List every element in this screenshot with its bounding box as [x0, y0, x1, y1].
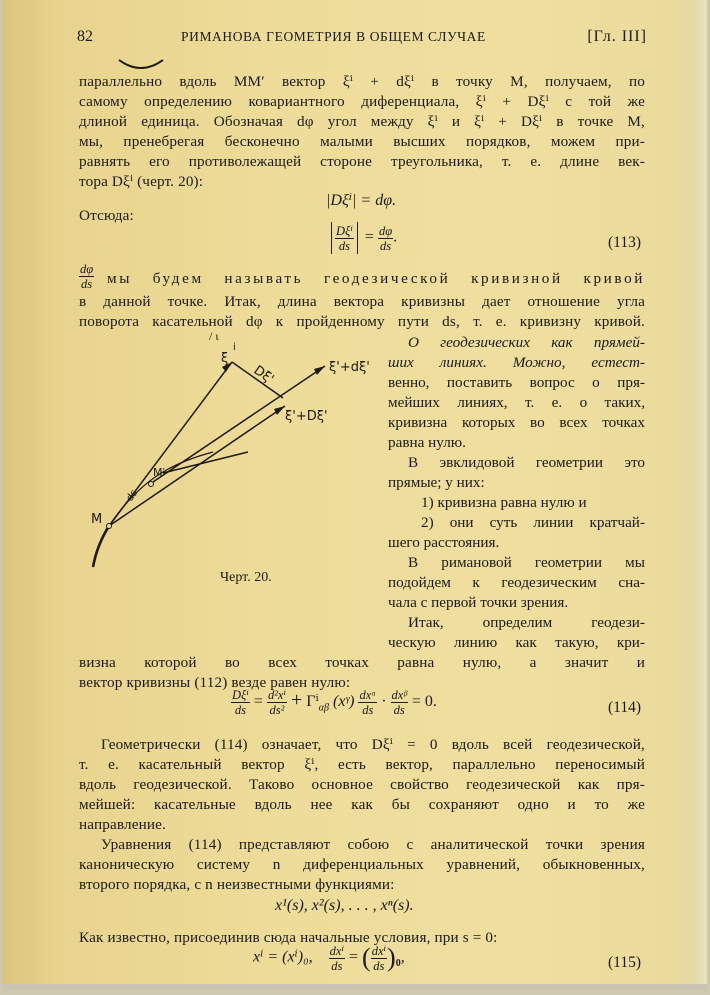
- label-D-xi: Dξ': [250, 362, 277, 388]
- text-line: длиной единица. Обозначая dφ угол между ξⁱ и ξⁱ + Dξⁱ в точке M,: [79, 113, 645, 130]
- list-item: 2) они суть линии кратчай-: [421, 514, 645, 531]
- text-line: мы, пренебрегая бесконечно малыми высших порядков, можем при-: [79, 133, 645, 150]
- arc-accent-icon: [117, 58, 165, 72]
- text-line: мейшей: касательные вдоль нее как бы сохраняют одно и то же: [79, 796, 645, 813]
- text-line: т. е. касательный вектор ξⁱ, есть вектор, параллельно переносимый: [79, 756, 645, 773]
- equation-115: xⁱ = (xⁱ)₀, $\frac{\text{dxⁱ}}{ds}$ = ( $\frac{\text{dxⁱ}}{ds}$ )$_0$,: [253, 943, 405, 973]
- text-line: ших линиях. Можно, естест-: [388, 354, 645, 371]
- text-line: каноническую систему n диференциальных уравнений, обыкновенных,: [79, 856, 645, 873]
- text-line: чала с первой точки зрения.: [388, 594, 569, 611]
- equation-number: (114): [608, 699, 641, 716]
- book-page: [3, 0, 707, 990]
- svg-text:/ ι: / ι: [209, 329, 219, 343]
- equation-functions: x¹(s), x²(s), . . . , xⁿ(s).: [275, 897, 414, 914]
- svg-text:i: i: [233, 342, 236, 353]
- section-heading-italic: О геодезических как прямей-: [408, 334, 645, 351]
- text-line: равнять его противолежащей стороне треугольника, т. е. длине век-: [79, 153, 645, 170]
- label-M: M: [91, 512, 103, 527]
- abs-bar: [331, 222, 332, 254]
- text-line: Геометрически (114) означает, что Dξⁱ = 0 вдоль всей геодезической,: [101, 736, 645, 753]
- label-xi-plus-Dxi: ξ'+Dξ': [285, 409, 328, 424]
- text-line: поворота касательной dφ к пройденному пути ds, т. е. кривизну кривой.: [79, 313, 645, 330]
- text-line: венно, поставить вопрос о пря-: [388, 374, 645, 391]
- text-line: Как известно, присоединив сюда начальные условия, при s = 0:: [79, 929, 498, 946]
- scan-bottom-edge: [3, 984, 707, 990]
- text-line: вдоль геодезической. Таково основное свойство геодезической как пря-: [79, 776, 645, 793]
- text-line: равна нулю.: [388, 434, 466, 451]
- text-line: Итак, определим геодези-: [408, 614, 645, 631]
- equation-abs: |Dξⁱ| = dφ.: [326, 192, 397, 209]
- label-xi: ξ: [221, 351, 229, 366]
- text-line: мы будем называть геодезической кривизной кривой: [107, 270, 645, 287]
- text-line: В римановой геометрии мы: [408, 554, 645, 571]
- label-ds: ds: [124, 487, 141, 504]
- label-M-prime: M′: [153, 466, 165, 479]
- text-line: мейших линиях, т. е. о таких,: [388, 394, 645, 411]
- text-line: визна которой во всех точках равна нулю, а значит и: [79, 654, 645, 671]
- page-number: 82: [77, 28, 93, 45]
- text-line: вектор кривизны (112) везде равен нулю:: [79, 674, 351, 691]
- page-edge-shadow: [693, 0, 707, 990]
- equation-number: (113): [608, 234, 641, 251]
- running-title: РИМАНОВА ГЕОМЕТРИЯ В ОБЩЕМ СЛУЧАЕ: [181, 29, 486, 44]
- text-line: тора Dξⁱ (черт. 20):: [79, 173, 204, 190]
- label-xi-plus-dxi: ξ'+dξ': [329, 360, 370, 375]
- chapter-label: [Гл. III]: [587, 28, 647, 45]
- figure-20-diagram: [63, 329, 383, 580]
- fraction: $\frac{d\varphi}{ds}$: [378, 223, 393, 253]
- text-line: подойдем к геодезическим сна-: [388, 574, 645, 591]
- text-line: прямые; у них:: [388, 474, 485, 491]
- equation-113: $\frac{\text{Dξⁱ}}{ds}$ = $\frac{d\varphi}{ds}$ .: [328, 222, 397, 254]
- text-line: параллельно вдоль MM′ вектор ξⁱ + dξⁱ в точку M, получаем, по: [79, 73, 645, 90]
- equation-number: (115): [608, 954, 641, 971]
- figure-caption: Черт. 20.: [220, 570, 272, 585]
- text-line: Уравнения (114) представляют собою с аналитической точки зрения: [101, 836, 645, 853]
- text-line: В эвклидовой геометрии это: [408, 454, 645, 471]
- text-line-otsyuda: Отсюда:: [79, 207, 134, 224]
- text-line: самому определению ковариантного диференциала, ξⁱ + Dξⁱ с той же: [79, 93, 645, 110]
- fraction: $\frac{\text{Dξⁱ}}{ds}$: [336, 223, 353, 253]
- fraction-dphi-ds: $\frac{d\varphi}{ds}$: [80, 262, 94, 291]
- text-line: шего расстояния.: [388, 534, 500, 551]
- equation-114: $\frac{\text{Dξⁱ}}{ds}$ = $\frac{\text{d²xⁱ}}{\text{ds²}}$ + Γⁱ$_{\alpha\beta}$ (xᵞ) $\frac{\text{dxᵅ}}{ds}$ · $\frac{\text{dxᵝ}}{ds}$ = 0.: [232, 688, 437, 717]
- text-line: второго порядка, с n неизвестными функциями:: [79, 876, 395, 893]
- text-line: ческую линию как такую, кри-: [388, 634, 645, 651]
- text-line: направление.: [79, 816, 167, 833]
- list-item: 1) кривизна равна нулю и: [421, 494, 587, 511]
- text-line: в данной точке. Итак, длина вектора кривизны дает отношение угла: [79, 293, 645, 310]
- abs-bar: [357, 222, 358, 254]
- running-header: [77, 28, 647, 48]
- text-line: кривизна которых во всех точках: [388, 414, 645, 431]
